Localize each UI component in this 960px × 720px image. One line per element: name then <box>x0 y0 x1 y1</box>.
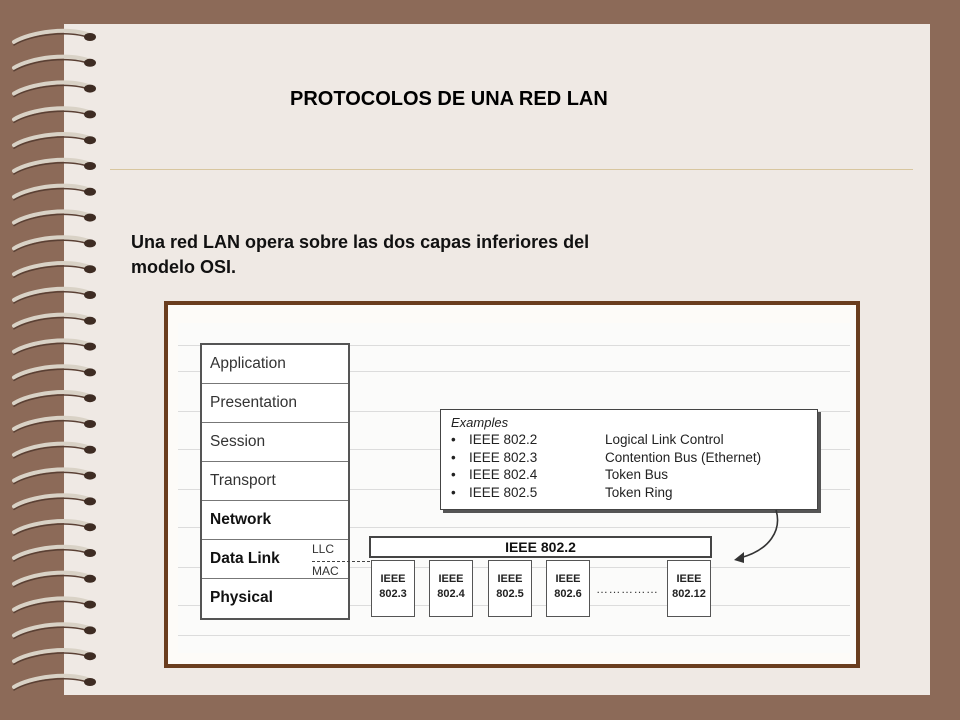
ieee-802-2-box: IEEE 802.2 <box>369 536 712 558</box>
binding-hole <box>84 523 96 531</box>
osi-model-stack <box>200 343 350 620</box>
binding-hole <box>84 265 96 273</box>
binding-hole <box>84 214 96 222</box>
example-description: Contention Bus (Ethernet) <box>605 449 762 465</box>
bullet-icon: • <box>451 484 456 500</box>
binding-hole <box>84 575 96 583</box>
example-item <box>451 431 817 449</box>
binding-hole <box>84 85 96 93</box>
example-item <box>451 466 817 484</box>
std-line2: 802.12 <box>672 588 706 600</box>
ieee-standard-box <box>371 560 415 617</box>
example-standard: IEEE 802.2 <box>469 432 538 447</box>
sublayer-divider <box>312 561 370 562</box>
binding-hole <box>84 343 96 351</box>
osi-layer-transport: Transport <box>202 462 348 501</box>
ieee-standard-box <box>546 560 590 617</box>
example-item <box>451 449 817 467</box>
binding-hole <box>84 317 96 325</box>
binding-hole <box>84 110 96 118</box>
bullet-icon: • <box>451 449 456 465</box>
bullet-icon: • <box>451 467 456 482</box>
spiral-binding <box>0 0 125 720</box>
std-line2: 802.4 <box>437 588 465 600</box>
ellipsis-dots: …………… <box>596 582 659 596</box>
binding-hole <box>84 33 96 41</box>
std-line1: IEEE <box>497 573 523 585</box>
binding-hole <box>84 394 96 402</box>
example-standard: IEEE 802.5 <box>469 484 538 500</box>
binding-hole <box>84 652 96 660</box>
ieee-standard-box <box>429 560 473 617</box>
binding-hole <box>84 472 96 480</box>
binding-hole <box>84 291 96 299</box>
mac-sublayer-label: MAC <box>312 564 339 578</box>
binding-hole <box>84 549 96 557</box>
std-line2: 802.6 <box>554 588 582 600</box>
binding-hole <box>84 59 96 67</box>
examples-callout <box>440 409 818 510</box>
osi-layer-presentation: Presentation <box>202 384 348 423</box>
example-item <box>451 484 817 502</box>
binding-hole <box>84 446 96 454</box>
ieee-standard-box <box>488 560 532 617</box>
llc-sublayer-label: LLC <box>312 542 335 556</box>
osi-layer-data-link: Data Link <box>202 540 348 579</box>
binding-hole <box>84 420 96 428</box>
examples-title: Examples <box>451 415 509 430</box>
example-description: Token Bus <box>605 467 669 482</box>
std-line2: 802.5 <box>496 588 524 600</box>
binding-hole <box>84 136 96 144</box>
title-divider <box>110 169 913 170</box>
slide-subtitle: Una red LAN opera sobre las dos capas inferiores del modelo OSI. <box>131 232 590 277</box>
binding-hole <box>84 162 96 170</box>
example-description: Logical Link Control <box>605 432 724 447</box>
std-line1: IEEE <box>555 573 581 585</box>
example-description: Token Ring <box>605 484 673 500</box>
std-line2: 802.3 <box>379 588 407 600</box>
osi-layer-network: Network <box>202 501 348 540</box>
example-standard: IEEE 802.3 <box>469 449 538 465</box>
osi-layer-application: Application <box>202 345 348 384</box>
std-line1: IEEE <box>676 573 702 585</box>
osi-layer-session: Session <box>202 423 348 462</box>
binding-hole <box>84 626 96 634</box>
binding-hole <box>84 601 96 609</box>
binding-hole <box>84 239 96 247</box>
curved-arrow-icon <box>730 508 790 568</box>
binding-hole <box>84 188 96 196</box>
binding-hole <box>84 368 96 376</box>
example-standard: IEEE 802.4 <box>469 467 538 482</box>
std-line1: IEEE <box>438 573 464 585</box>
ieee-standard-box <box>667 560 711 617</box>
osi-layer-physical: Physical <box>210 589 273 606</box>
slide-title: PROTOCOLOS DE UNA RED LAN <box>290 88 608 110</box>
std-line1: IEEE <box>380 573 406 585</box>
binding-hole <box>84 497 96 505</box>
bullet-icon: • <box>451 432 456 447</box>
binding-hole <box>84 678 96 686</box>
